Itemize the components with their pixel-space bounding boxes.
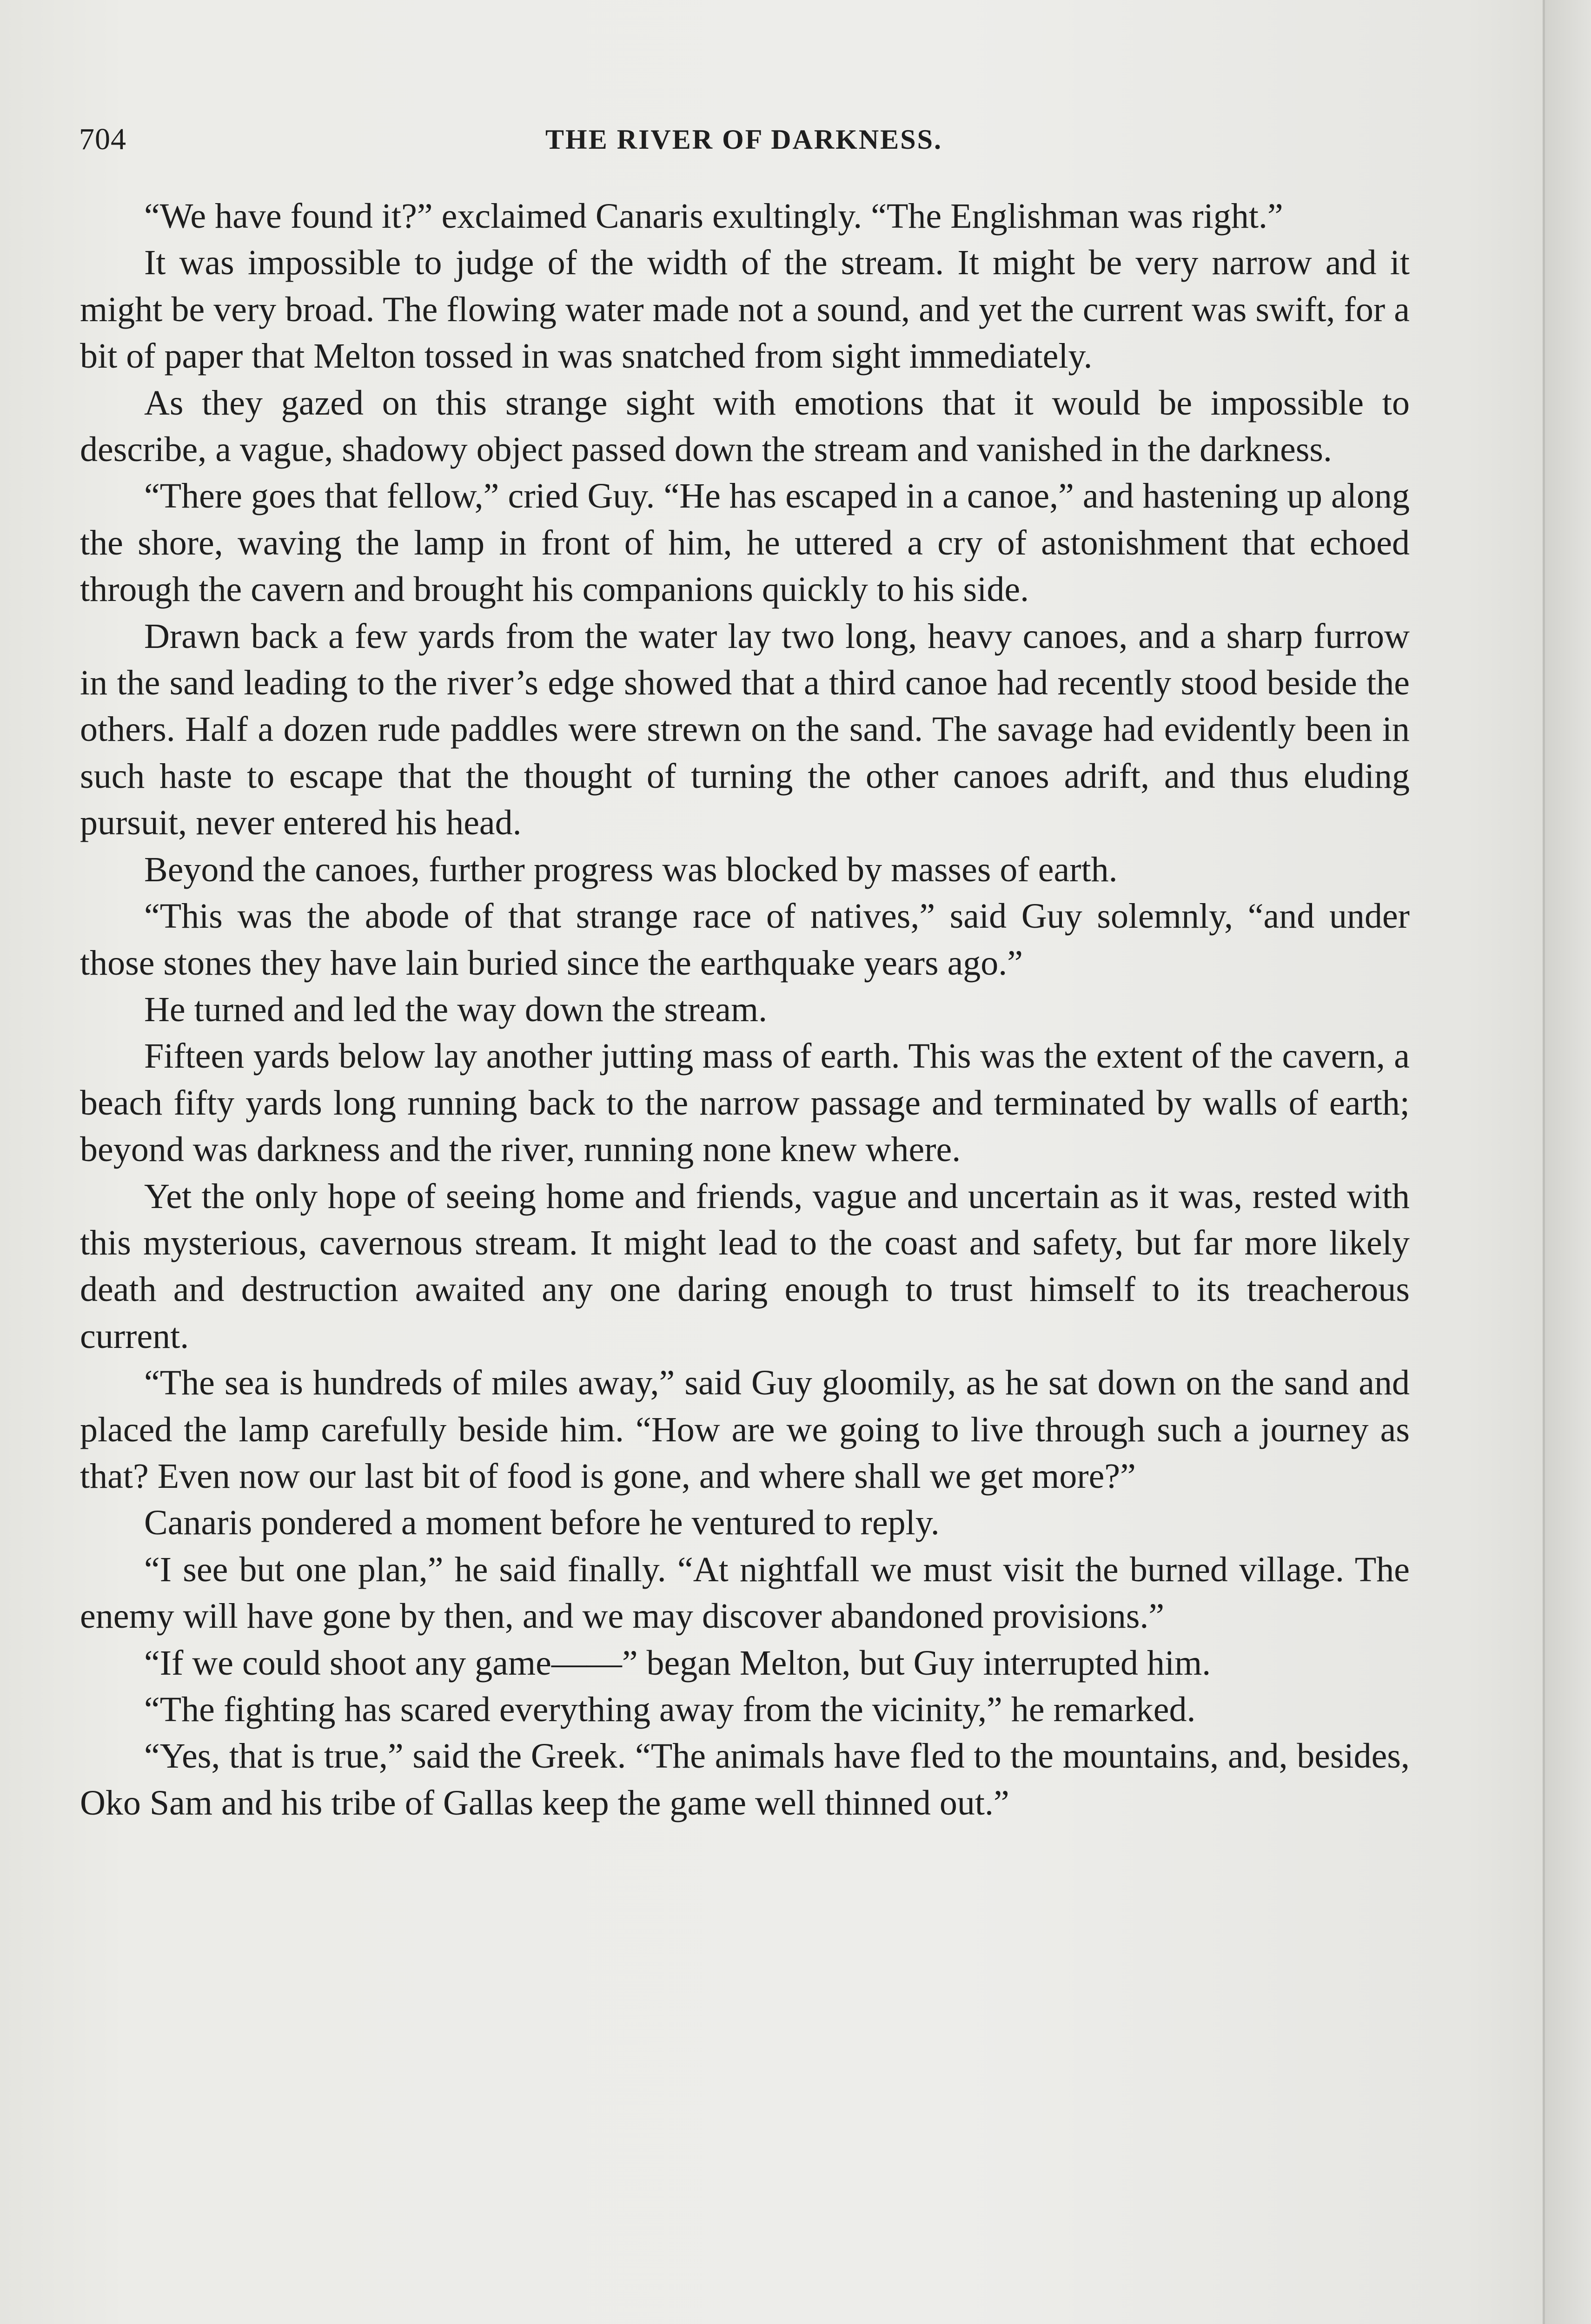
page-header [79,122,1409,164]
paragraph: “I see but one plan,” he said finally. “At nightfall we must visit the burned village. The enemy will have gone by then, and we may discover abandoned provisions.” [80,1550,1410,1636]
paragraph: “There goes that fellow,” cried Guy. “He has escaped in a canoe,” and hastening up along the shore, waving the lamp in front of him, he uttered a cry of astonishment that echoed through the cavern and brought his companions quickly to his side. [80,476,1410,609]
paragraph: He turned and led the way down the stream. [144,990,768,1029]
paragraph: Canaris pondered a moment before he ventured to reply. [144,1503,940,1543]
paragraph: “If we could shoot any game——” began Melton, but Guy interrupted him. [144,1643,1211,1683]
paragraph: “The sea is hundreds of miles away,” said Guy gloomily, as he sat down on the sand and placed the lamp carefully beside him. “How are we going to live through such a journey as that? Even now our last bit of food is gone, and where shall we get more?” [80,1363,1410,1496]
running-title: THE RIVER OF DARKNESS. [545,124,942,155]
paragraph: Beyond the canoes, further progress was blocked by masses of earth. [144,850,1118,889]
paragraph: As they gazed on this strange sight with emotions that it would be impossible to describe, a vague, shadowy object passed down the stream and vanished in the darkness. [80,383,1410,469]
paragraph: “The fighting has scared everything away from the vicinity,” he remarked. [144,1690,1196,1729]
paragraph: Yet the only hope of seeing home and friends, vague and uncertain as it was, rested with this mysterious, cavernous stream. It might lead to the coast and safety, but far more likely death and destruction awaited any one daring enough to trust himself to its treacherous current. [80,1176,1410,1356]
paragraph: “We have found it?” exclaimed Canaris exultingly. “The Englishman was right.” [144,197,1283,236]
page-number: 704 [79,122,126,156]
paragraph: “Yes, that is true,” said the Greek. “The animals have fled to the mountains, and, besides, Oko Sam and his tribe of Gallas keep the game well thinned out.” [80,1736,1410,1822]
paragraph: It was impossible to judge of the width of the stream. It might be very narrow and it might be very broad. The flowing water made not a sound, and yet the current was swift, for a bit of paper that Melton tossed in was snatched from sight immediately. [80,243,1410,376]
paragraph: Drawn back a few yards from the water lay two long, heavy canoes, and a sharp furrow in the sand leading to the river’s edge showed that a third canoe had recently stood beside the others. Half a dozen rude paddles were strewn on the sand. The savage had evidently been in such haste to escape that the thought of turning the other canoes adrift, and thus eluding pursuit, never entered his head. [80,616,1410,843]
page-edge-shadow [1545,0,1591,2324]
story-text [80,193,1410,1826]
paragraph: “This was the abode of that strange race of natives,” said Guy solemnly, “and under those stones they have lain buried since the earthquake years ago.” [80,897,1410,983]
paragraph: Fifteen yards below lay another jutting mass of earth. This was the extent of the cavern, a beach fifty yards long running back to the narrow passage and terminated by walls of earth; beyond was darkness and the river, running none knew where. [80,1037,1410,1169]
